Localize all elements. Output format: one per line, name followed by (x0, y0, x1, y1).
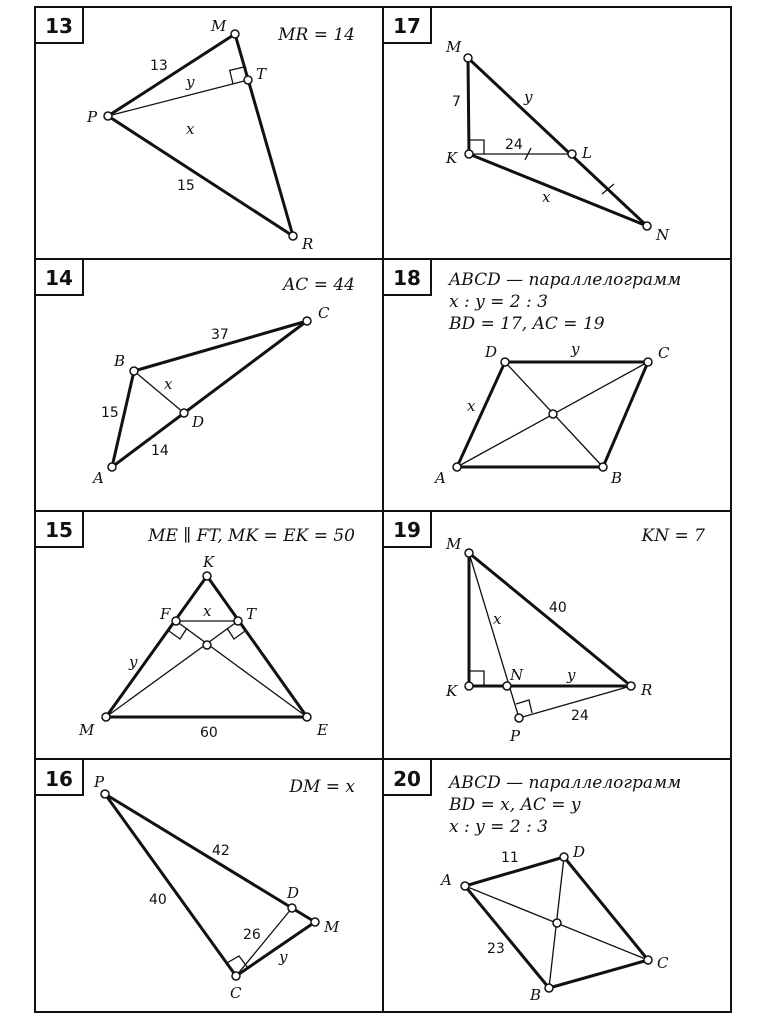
value-bc: 37 (211, 327, 229, 343)
point-k (203, 572, 211, 580)
point-f (172, 617, 180, 625)
segment-mp (469, 553, 519, 718)
point-a (461, 882, 469, 890)
condition-line-3: x : y = 2 : 3 (449, 817, 548, 837)
problem-number: 18 (393, 266, 421, 290)
point-r (627, 682, 635, 690)
value-ml: y (524, 88, 533, 106)
label-b: B (530, 986, 542, 1004)
label-p: P (510, 727, 521, 745)
triangle-mkn (468, 58, 647, 226)
point-e (303, 713, 311, 721)
point-d (180, 409, 188, 417)
value-mr: 40 (549, 600, 567, 616)
point-p (515, 714, 523, 722)
label-r: R (641, 681, 653, 699)
value-pd: 42 (212, 843, 230, 859)
point-o (553, 919, 561, 927)
value-nr: y (567, 666, 576, 684)
point-d (288, 904, 296, 912)
point-r (289, 232, 297, 240)
condition-line-1: ABCD — параллелограмм (449, 773, 682, 793)
label-k: K (446, 682, 458, 700)
condition-line-2: x : y = 2 : 3 (449, 292, 548, 312)
value-kl: 24 (505, 137, 523, 153)
triangle-abc (112, 321, 307, 467)
label-m: M (446, 38, 462, 56)
point-t (244, 76, 252, 84)
label-k: K (446, 149, 458, 167)
problem-20 (383, 759, 681, 1004)
point-l (568, 150, 576, 158)
label-a: A (93, 469, 104, 487)
problem-number: 14 (45, 266, 73, 290)
condition-line-3: BD = 17, AC = 19 (449, 314, 605, 334)
label-p: P (87, 108, 98, 126)
label-l: L (582, 144, 592, 162)
problem-number: 13 (45, 14, 73, 38)
label-m: M (79, 721, 95, 739)
point-p (101, 790, 109, 798)
value-ft: x (203, 602, 212, 620)
value-pr: 24 (571, 708, 589, 724)
condition-line-1: ABCD — параллелограмм (449, 270, 682, 290)
label-c: C (658, 344, 670, 362)
label-m: M (324, 918, 340, 936)
point-n (643, 222, 651, 230)
label-e: E (317, 721, 328, 739)
label-k: K (203, 553, 215, 571)
value-kn: x (542, 188, 551, 206)
right-angle-mark-p (516, 700, 532, 713)
problem-13 (35, 7, 355, 253)
label-f: F (160, 605, 171, 623)
value-mn: x (493, 610, 502, 628)
point-k (465, 150, 473, 158)
problem-15 (35, 511, 355, 741)
problem-17 (383, 7, 670, 244)
label-c: C (657, 954, 669, 972)
grid (35, 7, 731, 1012)
point-a (108, 463, 116, 471)
problem-number: 20 (393, 767, 421, 791)
label-b: B (114, 352, 126, 370)
label-b: B (611, 469, 623, 487)
value-bd: x (164, 375, 173, 393)
label-r: R (302, 235, 314, 253)
cell-19 (383, 511, 731, 759)
point-o (549, 410, 557, 418)
point-c (232, 972, 240, 980)
value-cm: y (279, 948, 288, 966)
value-mk: 7 (452, 94, 461, 110)
point-d (560, 853, 568, 861)
problem-number: 17 (393, 14, 421, 38)
value-ad: x (467, 397, 476, 415)
point-b (599, 463, 607, 471)
segment-ef (176, 621, 307, 717)
point-o (203, 641, 211, 649)
label-p: P (94, 773, 105, 791)
label-a: A (441, 871, 452, 889)
point-m (464, 54, 472, 62)
right-angle-mark-f (169, 628, 187, 639)
label-c: C (318, 304, 330, 322)
label-d: D (287, 884, 300, 902)
problem-number: 19 (393, 518, 421, 542)
label-d: D (485, 343, 498, 361)
point-m (465, 549, 473, 557)
label-t: T (256, 65, 267, 83)
label-a: A (435, 469, 446, 487)
height-pt (108, 80, 248, 116)
cell-17 (383, 7, 731, 259)
point-b (130, 367, 138, 375)
point-m (311, 918, 319, 926)
value-mf: y (129, 653, 138, 671)
point-m (102, 713, 110, 721)
label-n: N (510, 666, 524, 684)
point-m (231, 30, 239, 38)
problem-16 (35, 759, 355, 1002)
value-pm: 13 (150, 58, 168, 74)
condition-text: KN = 7 (641, 526, 705, 546)
problem-18 (383, 259, 681, 487)
label-d: D (192, 413, 205, 431)
label-c: C (230, 984, 242, 1002)
problem-14 (35, 259, 355, 487)
label-n: N (656, 226, 670, 244)
problem-19 (383, 511, 705, 745)
problem-number: 15 (45, 518, 73, 542)
cell-14 (35, 259, 383, 511)
value-cd: 26 (243, 927, 261, 943)
problem-number: 16 (45, 767, 73, 791)
value-pt: y (186, 73, 195, 91)
label-m: M (446, 535, 462, 553)
point-d (501, 358, 509, 366)
label-m: M (211, 17, 227, 35)
condition-text: ME ∥ FT, MK = EK = 50 (148, 526, 355, 546)
value-tr: x (186, 120, 195, 138)
point-c (303, 317, 311, 325)
right-angle-mark-t (227, 628, 245, 639)
segment-bd (134, 371, 184, 413)
condition-text: AC = 44 (283, 275, 355, 295)
point-c (644, 956, 652, 964)
value-pc: 40 (149, 892, 167, 908)
condition-line-2: BD = x, AC = y (449, 795, 581, 815)
point-a (453, 463, 461, 471)
value-ab: 15 (101, 405, 119, 421)
point-c (644, 358, 652, 366)
point-b (545, 984, 553, 992)
point-t (234, 617, 242, 625)
label-d: D (573, 843, 586, 861)
condition-text: DM = x (289, 777, 355, 797)
value-dc: y (571, 340, 580, 358)
value-pr: 15 (177, 178, 195, 194)
point-k (465, 682, 473, 690)
value-ad: 14 (151, 443, 169, 459)
value-ad: 11 (501, 850, 519, 866)
value-ab: 23 (487, 941, 505, 957)
condition-text: MR = 14 (278, 25, 355, 45)
segment-mt (106, 621, 238, 717)
label-t: T (246, 605, 257, 623)
point-p (104, 112, 112, 120)
value-me: 60 (200, 725, 218, 741)
